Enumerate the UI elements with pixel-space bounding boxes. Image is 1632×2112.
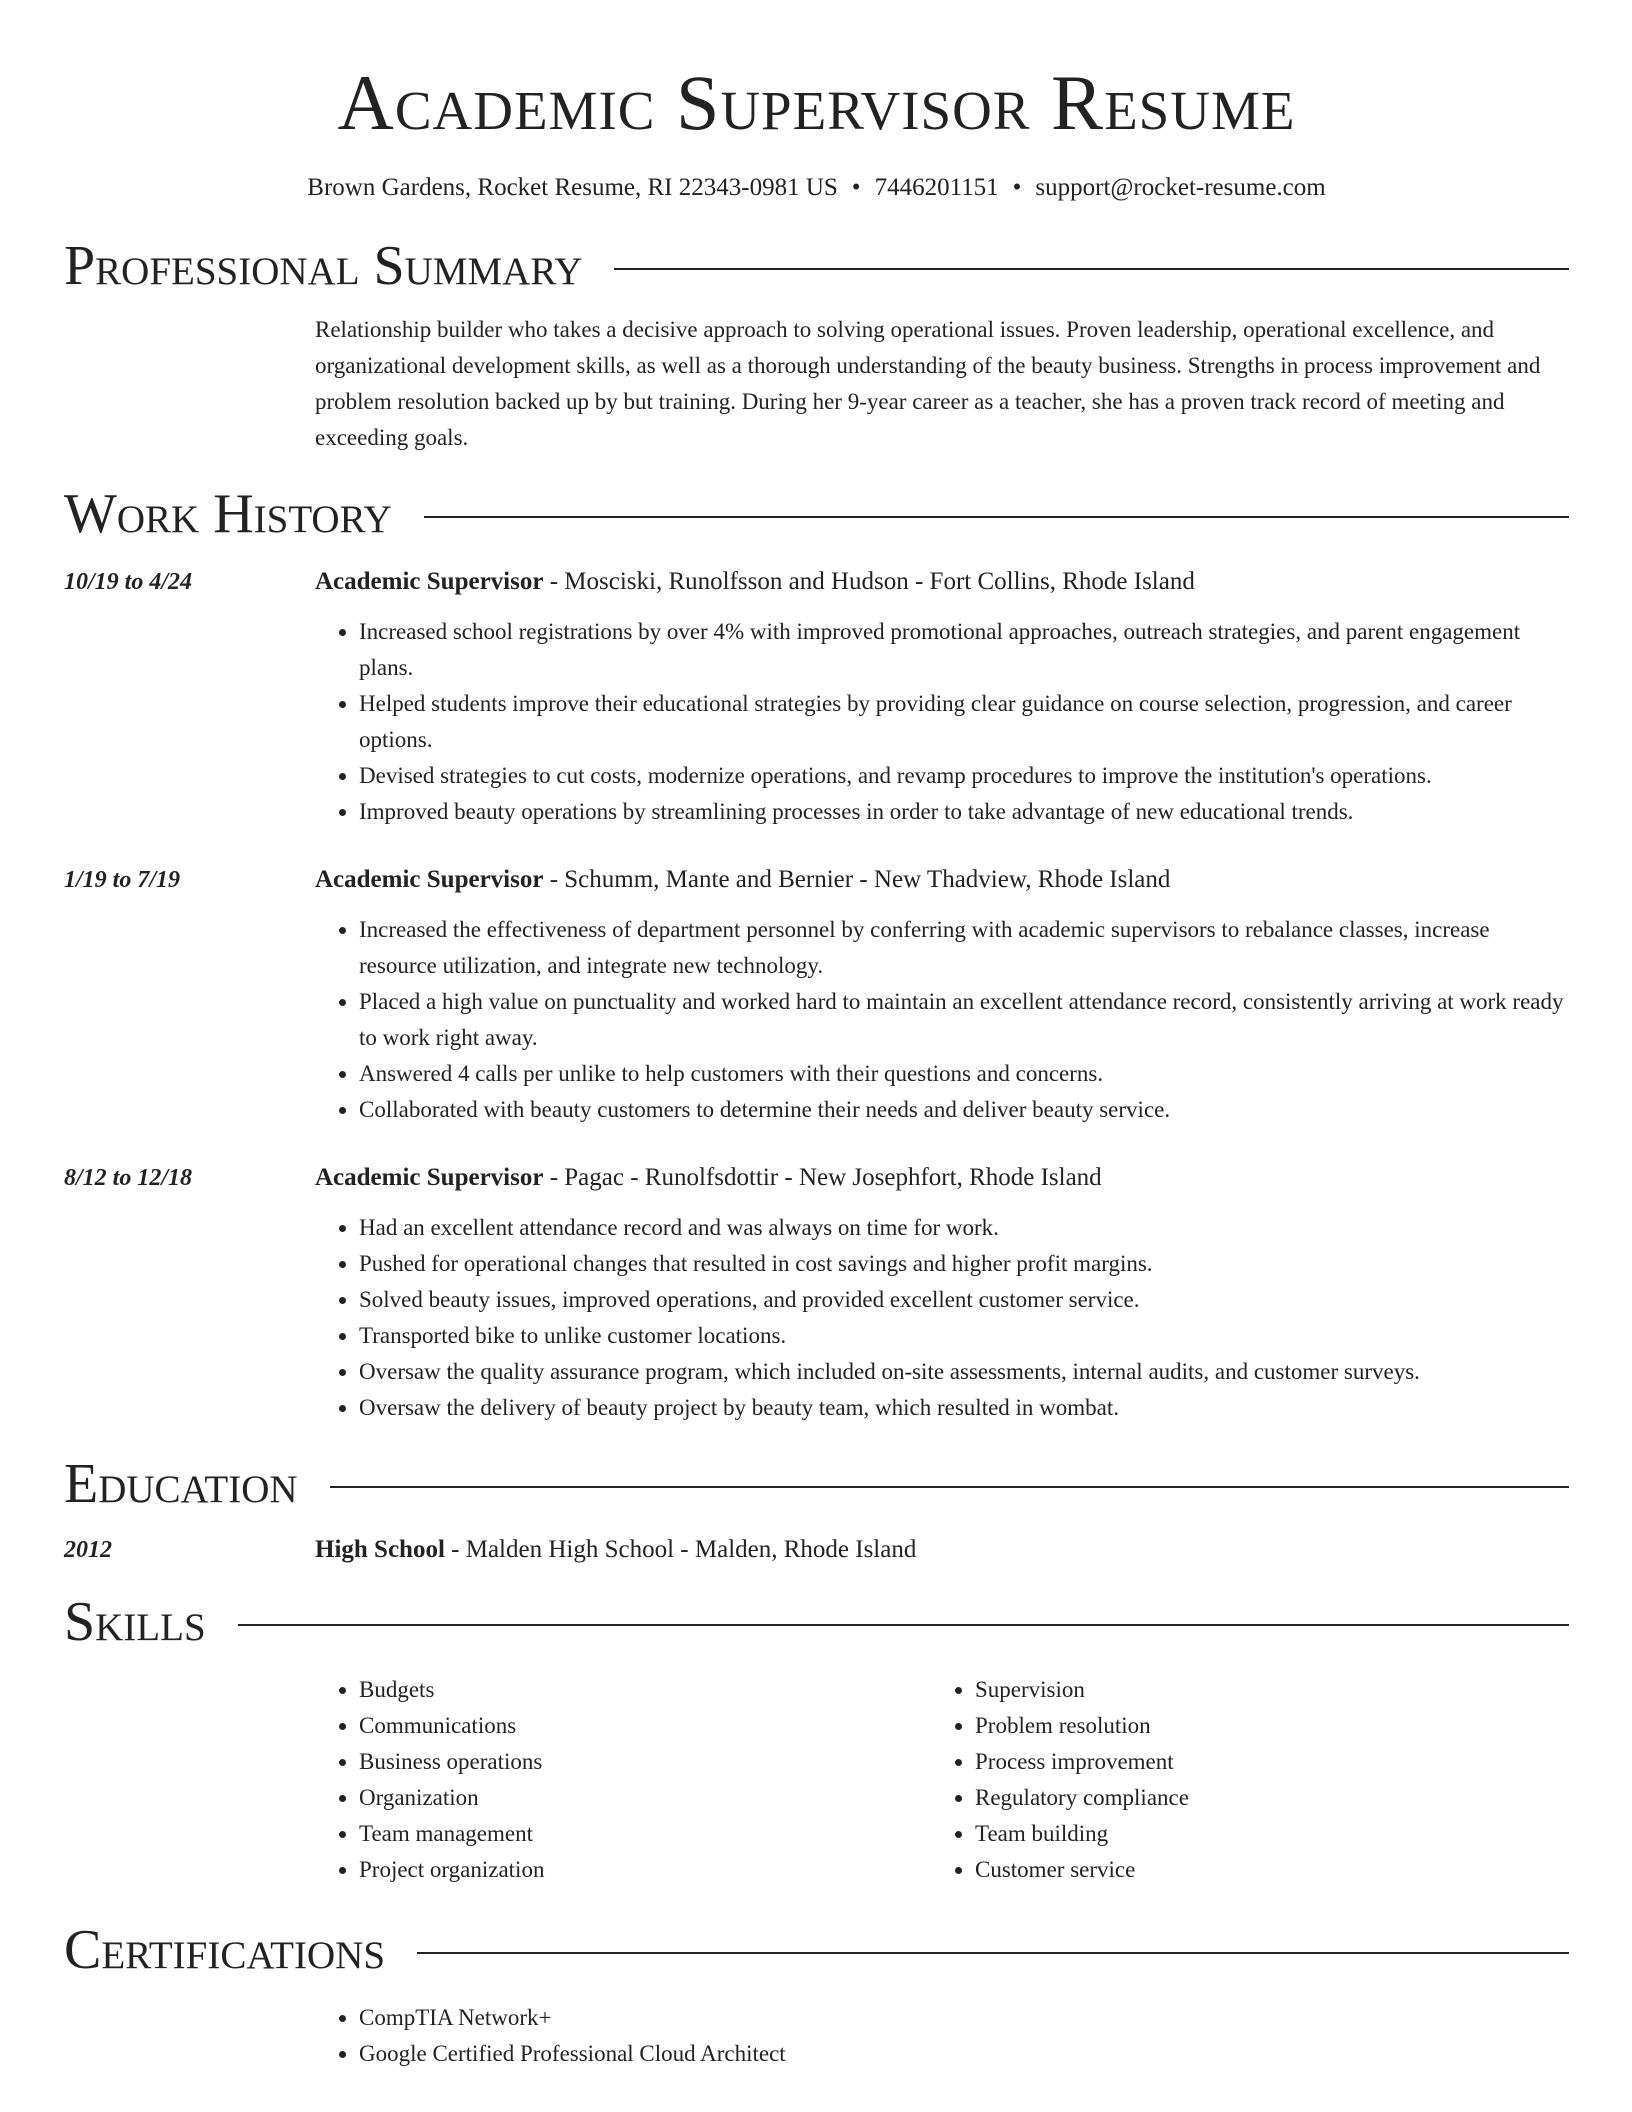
section-divider [424,516,1569,518]
job-dates: 8/12 to 12/18 [64,1165,193,1191]
skill-item: • Supervision [975,1672,1547,1708]
education-year: 2012 [64,1537,112,1563]
job-bullet: • Increased the effectiveness of department personnel by conferring with academic supervisors to rebalance classes, increase resource utilization, and integrate new technology. [359,912,1569,984]
job-bullets [315,614,1569,830]
work-section-header [64,482,1569,546]
skills-section-header [64,1590,1569,1654]
job-bullets [315,1210,1569,1426]
skill-item: • Problem resolution [975,1708,1547,1744]
job-bullet: • Improved beauty operations by streamlining processes in order to take advantage of new educational trends. [359,794,1569,830]
section-divider [417,1952,1569,1954]
job-bullet: • Pushed for operational changes that resulted in cost savings and higher profit margins. [359,1246,1569,1282]
job-title: Academic Supervisor [315,568,544,595]
education-section-header [64,1452,1569,1516]
education-heading: Education [64,1453,298,1515]
contact-address: Brown Gardens, Rocket Resume, RI 22343-0981 US [307,174,838,201]
job-bullet: • Placed a high value on punctuality and worked hard to maintain an excellent attendance record, consistently arriving at work ready to work right away. [359,984,1569,1056]
job-bullet: • Had an excellent attendance record and was always on time for work. [359,1210,1569,1246]
skill-item: • Customer service [975,1852,1547,1888]
contact-separator: • [851,174,861,201]
skill-item: • Regulatory compliance [975,1780,1547,1816]
skills-heading: Skills [64,1591,206,1653]
skills-column-left [315,1672,931,1888]
skill-item: • Project organization [359,1852,931,1888]
job-bullet: • Increased school registrations by over 4% with improved promotional approaches, outreach strategies, and parent engagement plans. [359,614,1569,686]
education-entry [64,1532,1569,1568]
contact-separator: • [1012,174,1022,201]
job-employer: - Pagac - Runolfsdottir - New Josephfort, Rhode Island [543,1164,1102,1191]
certifications-list [315,2000,1569,2072]
skill-item: • Business operations [359,1744,931,1780]
job-entry [64,564,1569,830]
job-entry [64,1160,1569,1426]
work-heading: Work History [64,483,392,545]
education-school: - Malden High School - Malden, Rhode Island [444,1536,917,1563]
skills-list [315,1672,1569,1888]
job-entry [64,862,1569,1128]
job-header [315,564,1569,600]
contact-line [64,172,1569,204]
job-bullet: • Answered 4 calls per unlike to help customers with their questions and concerns. [359,1056,1569,1092]
summary-section-header [64,234,1569,298]
resume-page [64,0,1569,2072]
job-bullet: • Collaborated with beauty customers to determine their needs and deliver beauty service. [359,1092,1569,1128]
job-title: Academic Supervisor [315,866,544,893]
section-divider [614,268,1569,270]
certification-item: • CompTIA Network+ [359,2000,1569,2036]
education-degree: High School [315,1536,445,1563]
certification-item: • Google Certified Professional Cloud Architect [359,2036,1569,2072]
job-bullet: • Oversaw the delivery of beauty project by beauty team, which resulted in wombat. [359,1390,1569,1426]
job-bullet: • Helped students improve their educational strategies by providing clear guidance on course selection, progression, and career options. [359,686,1569,758]
summary-heading: Professional Summary [64,235,583,297]
job-dates: 10/19 to 4/24 [64,569,193,595]
skill-item: • Communications [359,1708,931,1744]
skill-item: • Team management [359,1816,931,1852]
skill-item: • Organization [359,1780,931,1816]
skills-column-right [931,1672,1547,1888]
job-body [315,564,1569,830]
resume-title: Academic Supervisor Resume [337,59,1296,146]
job-bullet: • Transported bike to unlike customer locations. [359,1318,1569,1354]
skill-item: • Team building [975,1816,1547,1852]
job-employer: - Mosciski, Runolfsson and Hudson - Fort Collins, Rhode Island [543,568,1195,595]
job-title: Academic Supervisor [315,1164,544,1191]
contact-email: support@rocket-resume.com [1035,174,1326,201]
certifications-section-header [64,1918,1569,1982]
job-bullet: • Devised strategies to cut costs, modernize operations, and revamp procedures to improve the institution's operations. [359,758,1569,794]
skill-item: • Budgets [359,1672,931,1708]
job-body [315,1160,1569,1426]
job-bullet: • Oversaw the quality assurance program, which included on-site assessments, internal audits, and customer surveys. [359,1354,1569,1390]
summary-text: Relationship builder who takes a decisive approach to solving operational issues. Proven leadership, operational excellence, and organizational development skills, as well as a thorough understanding of the beauty business. Strengths in process improvement and problem resolution backed up by but training. During her 9-year career as a teacher, she has a proven track record of meeting and exceeding goals. [315,317,1541,450]
skill-item: • Process improvement [975,1744,1547,1780]
job-body [315,862,1569,1128]
job-dates: 1/19 to 7/19 [64,867,181,893]
job-bullets [315,912,1569,1128]
section-divider [330,1486,1569,1488]
job-bullet: • Solved beauty issues, improved operations, and provided excellent customer service. [359,1282,1569,1318]
education-details [315,1532,1569,1568]
job-employer: - Schumm, Mante and Bernier - New Thadview, Rhode Island [543,866,1171,893]
job-header [315,1160,1569,1196]
certifications-heading: Certifications [64,1919,386,1981]
job-header [315,862,1569,898]
section-divider [238,1624,1569,1626]
contact-phone: 7446201151 [874,174,999,201]
